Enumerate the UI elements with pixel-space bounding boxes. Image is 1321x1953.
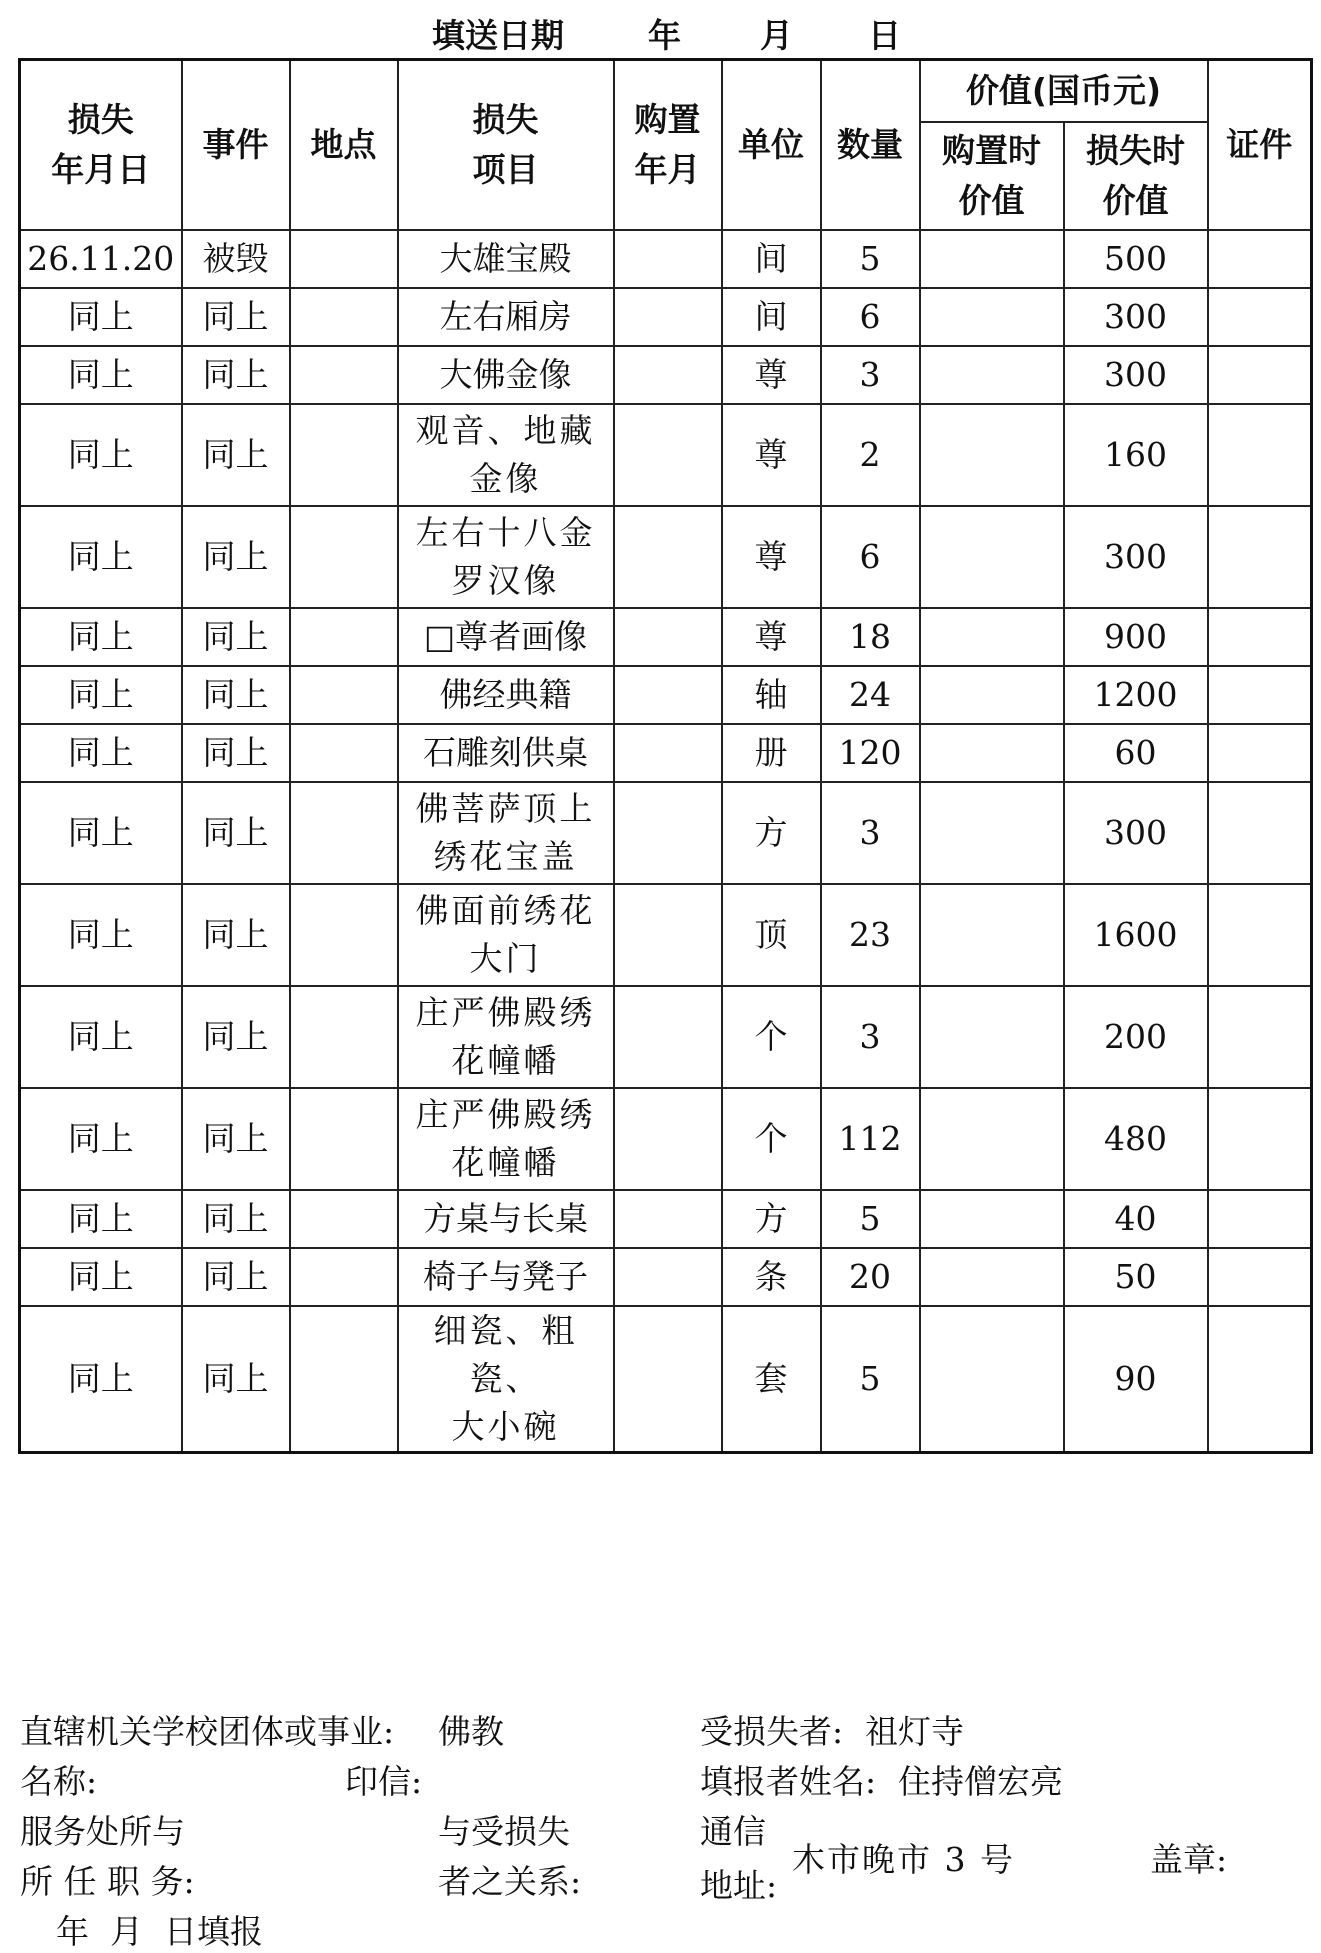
- cell-unit: 册: [722, 724, 821, 782]
- cell-quantity: 20: [821, 1248, 920, 1306]
- cell-loss-value: 300: [1064, 346, 1208, 404]
- cell-certificate: [1208, 884, 1312, 986]
- cell-location: [290, 666, 398, 724]
- cell-quantity: 18: [821, 608, 920, 666]
- header-value-group: 价值(国币元): [920, 60, 1208, 122]
- cell-event: 同上: [182, 288, 290, 346]
- cell-unit: 间: [722, 230, 821, 288]
- cell-location: [290, 986, 398, 1088]
- header-unit: 单位: [722, 60, 821, 230]
- cell-item: □尊者画像: [398, 608, 614, 666]
- cell-quantity: 3: [821, 346, 920, 404]
- address-value: 木市晚市 3 号: [792, 1840, 1015, 1879]
- cell-purchase-date: [614, 506, 722, 608]
- cell-location: [290, 724, 398, 782]
- cell-item: 大佛金像: [398, 346, 614, 404]
- cell-loss-date: 同上: [20, 884, 182, 986]
- cell-purchase-date: [614, 1190, 722, 1248]
- cell-item: 石雕刻供桌: [398, 724, 614, 782]
- cell-loss-value: 1200: [1064, 666, 1208, 724]
- cell-event: 同上: [182, 1306, 290, 1453]
- cell-purchase-date: [614, 986, 722, 1088]
- table-row: [20, 986, 1312, 1088]
- cell-certificate: [1208, 1248, 1312, 1306]
- cell-item: 左右厢房: [398, 288, 614, 346]
- cell-quantity: 5: [821, 1306, 920, 1453]
- table-row: [20, 1088, 1312, 1190]
- table-row: [20, 608, 1312, 666]
- table-row: [20, 404, 1312, 506]
- cell-event: 同上: [182, 404, 290, 506]
- stamp-label: 盖章:: [1150, 1840, 1228, 1879]
- cell-purchase-value: [920, 346, 1064, 404]
- cell-loss-value: 900: [1064, 608, 1208, 666]
- cell-loss-date: 同上: [20, 666, 182, 724]
- cell-quantity: 3: [821, 782, 920, 884]
- cell-loss-value: 50: [1064, 1248, 1208, 1306]
- cell-unit: 尊: [722, 608, 821, 666]
- cell-event: 同上: [182, 608, 290, 666]
- cell-event: 同上: [182, 884, 290, 986]
- fill-date-year: 年: [648, 16, 681, 55]
- cell-purchase-date: [614, 608, 722, 666]
- cell-purchase-date: [614, 666, 722, 724]
- table-row: [20, 230, 1312, 288]
- cell-item: 椅子与凳子: [398, 1248, 614, 1306]
- cell-loss-date: 26.11.20: [20, 230, 182, 288]
- cell-unit: 轴: [722, 666, 821, 724]
- cell-certificate: [1208, 506, 1312, 608]
- cell-event: 同上: [182, 346, 290, 404]
- cell-purchase-value: [920, 666, 1064, 724]
- table-body: [20, 230, 1312, 1453]
- cell-purchase-value: [920, 404, 1064, 506]
- cell-purchase-value: [920, 724, 1064, 782]
- cell-purchase-value: [920, 506, 1064, 608]
- cell-loss-date: 同上: [20, 782, 182, 884]
- cell-unit: 尊: [722, 404, 821, 506]
- cell-quantity: 2: [821, 404, 920, 506]
- name-label: 名称:: [20, 1762, 98, 1801]
- cell-quantity: 23: [821, 884, 920, 986]
- cell-purchase-date: [614, 884, 722, 986]
- cell-certificate: [1208, 288, 1312, 346]
- cell-certificate: [1208, 666, 1312, 724]
- cell-item: 左右十八金 罗汉像: [398, 506, 614, 608]
- cell-item: 庄严佛殿绣 花幢幡: [398, 1088, 614, 1190]
- cell-event: 同上: [182, 1248, 290, 1306]
- cell-purchase-date: [614, 724, 722, 782]
- cell-quantity: 24: [821, 666, 920, 724]
- cell-loss-date: 同上: [20, 986, 182, 1088]
- cell-purchase-value: [920, 1306, 1064, 1453]
- cell-loss-value: 200: [1064, 986, 1208, 1088]
- cell-certificate: [1208, 1306, 1312, 1453]
- cell-quantity: 3: [821, 986, 920, 1088]
- cell-location: [290, 288, 398, 346]
- cell-purchase-value: [920, 1248, 1064, 1306]
- cell-loss-value: 160: [1064, 404, 1208, 506]
- filled-date: 年 月 日填报: [56, 1912, 263, 1951]
- fill-date-line: [0, 6, 1321, 56]
- cell-event: 同上: [182, 782, 290, 884]
- service-label-line2: 所 任 职 务:: [20, 1862, 195, 1901]
- header-certificate: 证件: [1208, 60, 1312, 230]
- cell-location: [290, 1190, 398, 1248]
- cell-item: 佛菩萨顶上 绣花宝盖: [398, 782, 614, 884]
- cell-certificate: [1208, 1088, 1312, 1190]
- cell-purchase-date: [614, 404, 722, 506]
- cell-event: 同上: [182, 1088, 290, 1190]
- header-quantity: 数量: [821, 60, 920, 230]
- cell-item: 细瓷、粗瓷、 大小碗: [398, 1306, 614, 1453]
- cell-certificate: [1208, 782, 1312, 884]
- cell-purchase-value: [920, 884, 1064, 986]
- cell-certificate: [1208, 404, 1312, 506]
- cell-event: 同上: [182, 1190, 290, 1248]
- cell-purchase-value: [920, 986, 1064, 1088]
- cell-location: [290, 506, 398, 608]
- victim-value: 祖灯寺: [865, 1712, 964, 1751]
- cell-purchase-date: [614, 288, 722, 346]
- table-row: [20, 506, 1312, 608]
- header-loss-value: 损失时 价值: [1064, 122, 1208, 230]
- cell-loss-value: 40: [1064, 1190, 1208, 1248]
- address-label-line1: 通信: [700, 1812, 766, 1851]
- fill-date-day: 日: [868, 16, 901, 55]
- cell-certificate: [1208, 608, 1312, 666]
- cell-unit: 方: [722, 782, 821, 884]
- cell-location: [290, 230, 398, 288]
- cell-purchase-value: [920, 608, 1064, 666]
- cell-unit: 尊: [722, 346, 821, 404]
- cell-item: 方桌与长桌: [398, 1190, 614, 1248]
- cell-quantity: 6: [821, 288, 920, 346]
- header-purchase-value: 购置时 价值: [920, 122, 1064, 230]
- cell-purchase-value: [920, 782, 1064, 884]
- cell-location: [290, 1088, 398, 1190]
- cell-item: 观音、地藏 金像: [398, 404, 614, 506]
- cell-event: 被毁: [182, 230, 290, 288]
- cell-certificate: [1208, 1190, 1312, 1248]
- cell-purchase-date: [614, 782, 722, 884]
- cell-unit: 条: [722, 1248, 821, 1306]
- cell-location: [290, 1248, 398, 1306]
- table-row: [20, 1306, 1312, 1453]
- cell-purchase-date: [614, 346, 722, 404]
- cell-event: 同上: [182, 506, 290, 608]
- reporter-label: 填报者姓名:: [700, 1762, 877, 1801]
- table-row: [20, 782, 1312, 884]
- cell-purchase-value: [920, 1088, 1064, 1190]
- cell-event: 同上: [182, 666, 290, 724]
- cell-quantity: 120: [821, 724, 920, 782]
- cell-location: [290, 782, 398, 884]
- cell-loss-date: 同上: [20, 1306, 182, 1453]
- seal-label: 印信:: [345, 1762, 423, 1801]
- cell-loss-value: 90: [1064, 1306, 1208, 1453]
- cell-item: 佛经典籍: [398, 666, 614, 724]
- cell-item: 大雄宝殿: [398, 230, 614, 288]
- address-label-line2: 地址:: [700, 1866, 778, 1905]
- cell-unit: 间: [722, 288, 821, 346]
- agency-value: 佛教: [438, 1712, 504, 1751]
- cell-item: 佛面前绣花 大门: [398, 884, 614, 986]
- loss-report-table: [18, 58, 1313, 1454]
- cell-loss-date: 同上: [20, 1248, 182, 1306]
- cell-loss-value: 500: [1064, 230, 1208, 288]
- table-row: [20, 1190, 1312, 1248]
- cell-location: [290, 346, 398, 404]
- table-row: [20, 1248, 1312, 1306]
- cell-location: [290, 1306, 398, 1453]
- table-row: [20, 884, 1312, 986]
- reporter-value: 住持僧宏亮: [898, 1762, 1063, 1801]
- cell-purchase-value: [920, 230, 1064, 288]
- cell-quantity: 5: [821, 1190, 920, 1248]
- fill-date-label: 填送日期: [432, 16, 564, 55]
- cell-loss-date: 同上: [20, 608, 182, 666]
- victim-label: 受损失者:: [700, 1712, 844, 1751]
- cell-unit: 个: [722, 1088, 821, 1190]
- table-row: [20, 346, 1312, 404]
- cell-purchase-date: [614, 1306, 722, 1453]
- cell-loss-date: 同上: [20, 1190, 182, 1248]
- header-loss-date: 损失 年月日: [20, 60, 182, 230]
- cell-loss-date: 同上: [20, 1088, 182, 1190]
- cell-quantity: 5: [821, 230, 920, 288]
- cell-loss-date: 同上: [20, 288, 182, 346]
- cell-event: 同上: [182, 986, 290, 1088]
- cell-location: [290, 884, 398, 986]
- cell-loss-date: 同上: [20, 506, 182, 608]
- cell-loss-date: 同上: [20, 346, 182, 404]
- cell-purchase-date: [614, 1248, 722, 1306]
- cell-loss-value: 300: [1064, 782, 1208, 884]
- cell-item: 庄严佛殿绣 花幢幡: [398, 986, 614, 1088]
- cell-event: 同上: [182, 724, 290, 782]
- cell-loss-value: 300: [1064, 506, 1208, 608]
- cell-location: [290, 608, 398, 666]
- cell-loss-value: 1600: [1064, 884, 1208, 986]
- header-purchase-date: 购置 年月: [614, 60, 722, 230]
- cell-quantity: 112: [821, 1088, 920, 1190]
- agency-label: 直辖机关学校团体或事业:: [20, 1712, 395, 1751]
- cell-unit: 方: [722, 1190, 821, 1248]
- header-location: 地点: [290, 60, 398, 230]
- cell-unit: 尊: [722, 506, 821, 608]
- cell-purchase-value: [920, 288, 1064, 346]
- cell-certificate: [1208, 346, 1312, 404]
- relation-label-line1: 与受损失: [438, 1812, 570, 1851]
- cell-certificate: [1208, 986, 1312, 1088]
- report-footer: [0, 1700, 1321, 1951]
- cell-certificate: [1208, 230, 1312, 288]
- cell-unit: 顶: [722, 884, 821, 986]
- cell-loss-date: 同上: [20, 404, 182, 506]
- cell-purchase-date: [614, 230, 722, 288]
- header-event: 事件: [182, 60, 290, 230]
- relation-label-line2: 者之关系:: [438, 1862, 582, 1901]
- header-item: 损失 项目: [398, 60, 614, 230]
- fill-date-month: 月: [760, 16, 793, 55]
- cell-loss-date: 同上: [20, 724, 182, 782]
- cell-loss-value: 300: [1064, 288, 1208, 346]
- cell-loss-value: 480: [1064, 1088, 1208, 1190]
- cell-certificate: [1208, 724, 1312, 782]
- table-row: [20, 724, 1312, 782]
- cell-location: [290, 404, 398, 506]
- cell-purchase-value: [920, 1190, 1064, 1248]
- service-label-line1: 服务处所与: [20, 1812, 185, 1851]
- cell-loss-value: 60: [1064, 724, 1208, 782]
- cell-unit: 套: [722, 1306, 821, 1453]
- table-row: [20, 288, 1312, 346]
- cell-purchase-date: [614, 1088, 722, 1190]
- table-row: [20, 666, 1312, 724]
- cell-quantity: 6: [821, 506, 920, 608]
- cell-unit: 个: [722, 986, 821, 1088]
